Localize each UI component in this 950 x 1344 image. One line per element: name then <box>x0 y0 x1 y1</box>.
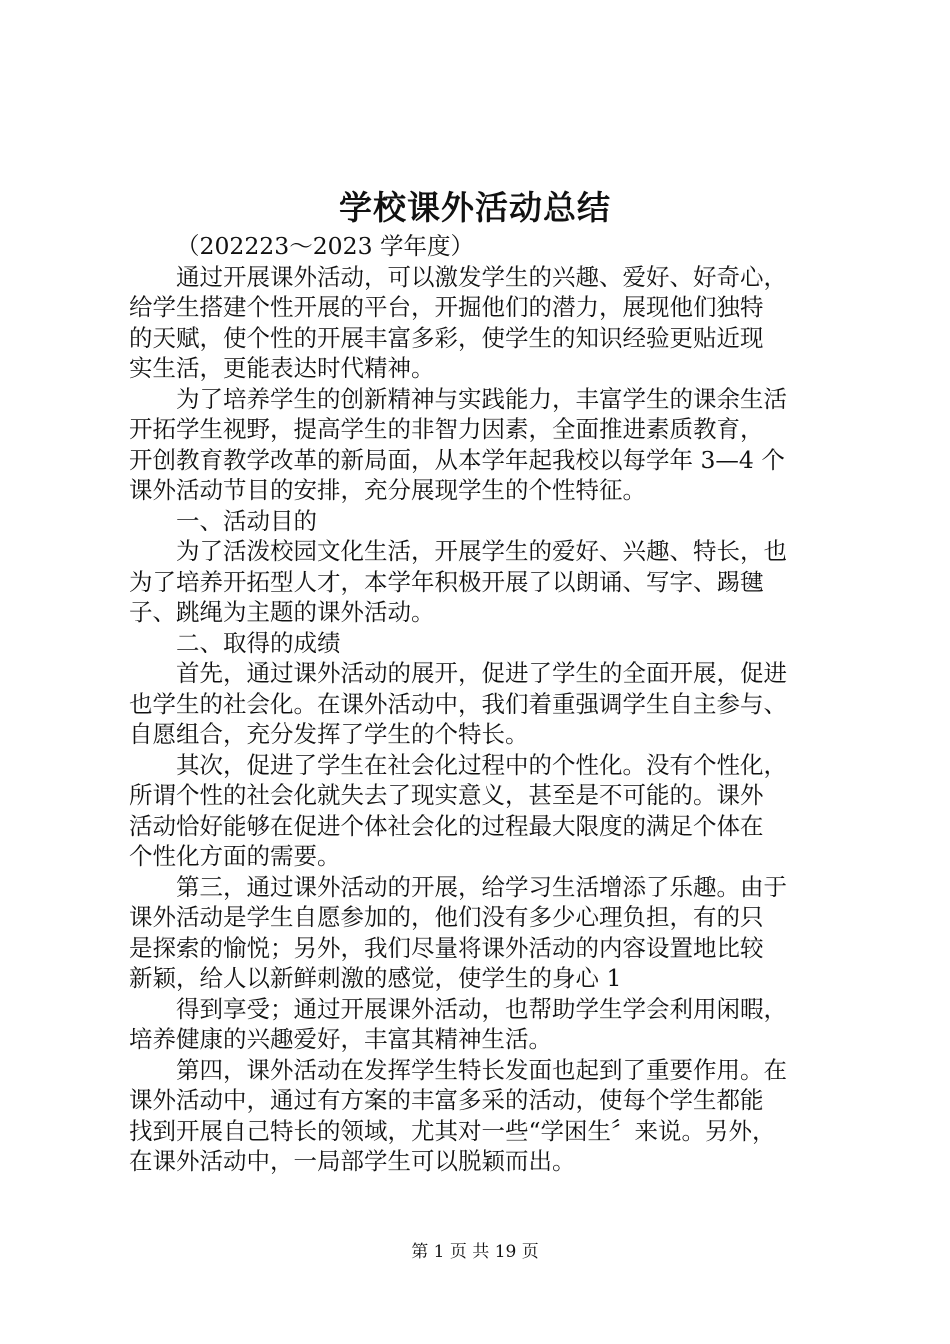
text-line: 新颖，给人以新鲜刺激的感觉，使学生的身心 1 <box>129 964 622 992</box>
text-line: 课外活动中，通过有方案的丰富多采的活动，使每个学生都能 <box>129 1086 764 1114</box>
text-line: 为了活泼校园文化生活，开展学生的爱好、兴趣、特长，也 <box>176 537 787 565</box>
text-line: 一、活动目的 <box>176 506 317 535</box>
text-line: 个性化方面的需要。 <box>129 842 341 870</box>
text-line: 所谓个性的社会化就失去了现实意义，甚至是不可能的。课外 <box>129 781 764 809</box>
text-line: 活动恰好能够在促进个体社会化的过程最大限度的满足个体在 <box>129 811 764 840</box>
text-line: 培养健康的兴趣爱好，丰富其精神生活。 <box>129 1025 552 1053</box>
text-line: 自愿组合，充分发挥了学生的个特长。 <box>129 720 529 748</box>
document-title: 学校课外活动总结 <box>339 188 611 227</box>
text-line: （202223～2023 学年度） <box>176 232 474 260</box>
text-line: 第三，通过课外活动的开展，给学习生活增添了乐趣。由于 <box>176 872 787 901</box>
text-line: 第四，课外活动在发挥学生特长发面也起到了重要作用。在 <box>176 1055 787 1084</box>
text-line: 的天赋，使个性的开展丰富多彩，使学生的知识经验更贴近现 <box>129 323 764 352</box>
text-line: 通过开展课外活动，可以激发学生的兴趣、爱好、好奇心， <box>176 262 787 291</box>
text-line: 课外活动是学生自愿参加的，他们没有多少心理负担，有的只 <box>129 903 764 931</box>
text-line: 找到开展自己特长的领域，尤其对一些“学困生〞来说。另外， <box>129 1116 776 1145</box>
text-line: 子、跳绳为主题的课外活动。 <box>129 598 435 626</box>
text-line: 首先，通过课外活动的展开，促进了学生的全面开展，促进 <box>176 659 787 687</box>
text-line: 为了培养学生的创新精神与实践能力，丰富学生的课余生活 <box>176 384 787 413</box>
text-line: 开创教育教学改革的新局面，从本学年起我校以每学年 3—4 个 <box>129 445 785 474</box>
text-line: 是探索的愉悦；另外，我们尽量将课外活动的内容设置地比较 <box>129 933 764 962</box>
text-line: 得到享受；通过开展课外活动，也帮助学生学会利用闲暇， <box>176 994 787 1023</box>
text-line: 为了培养开拓型人才，本学年积极开展了以朗诵、写字、踢毽 <box>129 567 764 596</box>
text-line: 给学生搭建个性开展的平台，开掘他们的潜力，展现他们独特 <box>129 293 764 321</box>
document-body <box>129 231 834 1177</box>
text-line: 二、取得的成绩 <box>176 628 341 657</box>
text-line: 开拓学生视野，提高学生的非智力因素，全面推进素质教育， <box>129 415 764 443</box>
text-line: 其次，促进了学生在社会化过程中的个性化。没有个性化， <box>176 750 787 779</box>
page-footer: 第 1 页 共 19 页 <box>411 1242 539 1262</box>
text-line: 实生活，更能表达时代精神。 <box>129 354 435 382</box>
text-line: 也学生的社会化。在课外活动中，我们着重强调学生自主参与、 <box>129 689 787 718</box>
text-line: 课外活动节目的安排，充分展现学生的个性特征。 <box>129 476 646 504</box>
text-line: 在课外活动中，一局部学生可以脱颖而出。 <box>129 1147 576 1175</box>
